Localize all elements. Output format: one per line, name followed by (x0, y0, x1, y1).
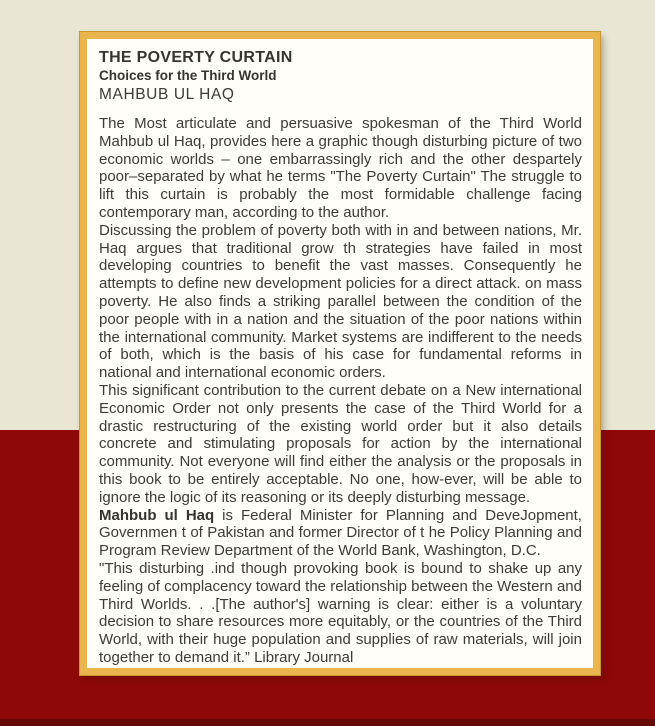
jacket-text-panel (80, 32, 600, 675)
author-bio-rest: is Federal Minister for Planning and DeveJopment, Governmen t of Pakistan and former Director of t he Policy Planning and Program Review Department of the World Bank, Washington, D.C. (99, 506, 582, 560)
paragraph-argument: Discussing the problem of poverty both with in and between nations, Mr. Haq argues that traditional grow th strategies have failed in most developing countries to benefit the vast masses. Consequently he attempts to define new development policies for a direct attack. on mass poverty. He also finds a striking parallel between the condition of the poor people with in a nation and the situation of the poor nations within the international community. Market systems are indifferent to the needs of both, which is the basis of his case for fundamental reforms in national and international economic orders. (99, 221, 582, 382)
paragraph-author-bio (99, 507, 582, 560)
book-author: MAHBUB UL HAQ (99, 86, 235, 103)
jacket-body-text (99, 115, 582, 667)
paragraph-contribution: This significant contribution to the current debate on a New international Economic Order not only presents the case of the Third World for a drastic restructuring of the existing world order but it also details concrete and stimulating proposals for action by the international community. Not everyone will find either the analysis or the proposals in this book to be entirely acceptable. No one, how-ever, will be able to ignore the logic of its reasoning or its deeply disturbing message. (99, 381, 582, 506)
book-subtitle: Choices for the Third World (99, 68, 277, 83)
paragraph-review-quote: "This disturbing .ind though provoking book is bound to shake up any feeling of complacency toward the relationship between the Western and Third Worlds. . .[The author's] warning is clear: either is a voluntary decision to share resources more equitably, or the countries of the Third World, with their huge population and supplies of raw materials, will join together to demand it.” Library Journal (99, 559, 582, 666)
book-title: THE POVERTY CURTAIN (99, 49, 293, 66)
author-bio-name: Mahbub ul Haq (99, 506, 215, 524)
paragraph-overview: The Most articulate and persuasive spokesman of the Third World Mahbub ul Haq, provides here a graphic though disturbing picture of two economic worlds – one embarrassingly rich and the other despartely poor–separated by what he terms "The Poverty Curtain" The struggle to lift this curtain is probably the most formidable challenge facing contemporary man, according to the author. (99, 115, 582, 221)
red-band-bottom-edge (0, 719, 655, 726)
